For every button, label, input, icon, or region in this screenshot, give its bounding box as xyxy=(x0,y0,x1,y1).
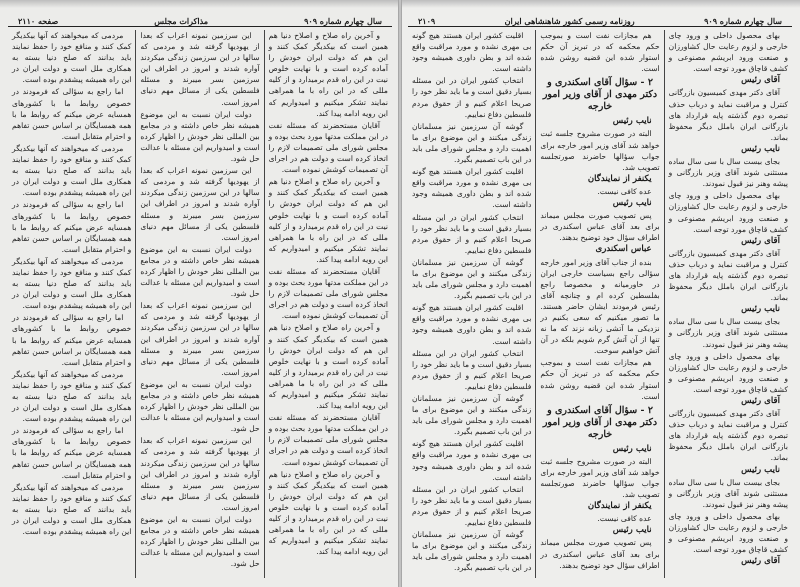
paragraph: اما راجع به سؤالی که فرمودند در خصوص روابط ما با کشورهای همسایه عرض میکنم که روابط ما با همه همسایگان بر اساس حسن تفاهم و احترام متقابل است. xyxy=(12,87,132,141)
paragraph: دولت ایران نسبت به این موضوع همیشه نظر خاص داشته و در مجامع بین المللی نظر خودش را اظهار کرده است و امیدواریم این مسئله با عدالت حل شود. xyxy=(140,244,260,299)
paragraph: انتخاب کشور ایران در این مسئله بسیار دقیق است و ما باید نظر خود را صریحا اعلام کنیم و از حقوق مردم فلسطین دفاع نماییم. xyxy=(412,348,532,391)
paragraph: مردمی که میخواهند که آنها بیکدیگر کمک کنند و منافع خود را حفظ نمایند باید بدانند که صلح دنیا بسته به همکاری ملل است و دولت ایران در این راه همیشه پیشقدم بوده است. xyxy=(12,482,132,537)
paragraph: البته در صورت مشروح جلسه ثبت خواهد شد آقای وزیر امور خارجه برای جواب سؤالها حاضرند صورتجلسه تصویب شد. xyxy=(540,129,660,172)
paragraph: مردمی که میخواهند که آنها بیکدیگر کمک کنند و منافع خود را حفظ نمایند باید بدانند که صلح دنیا بسته به همکاری ملل است و دولت ایران در این راه همیشه پیشقدم بوده است. xyxy=(12,31,132,85)
column-text xyxy=(269,30,388,557)
paragraph: عده کافی نیست. xyxy=(597,514,652,524)
paragraph: اقلیت کشور ایران هستند هیچ گونه بی مهری نشده و مورد مراقبت واقع شده اند و بطن داوری همیشه وجود داشته است. xyxy=(412,167,532,210)
paragraph: آقایان مستحضرند که مسئله نفت در این مملکت مدتها مورد بحث بوده و مجلس شورای ملی تصمیمات لازم را اتخاذ کرده است و دولت هم در اجرای آن تصمیمات کوشش نموده است. xyxy=(268,266,388,321)
paragraph: گوشه آن سرزمین نیز مسلمانان زندگی میکنند و این موضوع برای ما اهمیت دارد و مجلس شورای ملی باید در این باب تصمیم بگیرد. xyxy=(412,121,532,165)
paragraph: اقلیت کشور ایران هستند هیچ گونه بی مهری نشده و مورد مراقبت واقع شده اند و بطن داوری همیشه وجود داشته است. xyxy=(412,31,532,74)
paragraph: عده کافی نیست. xyxy=(597,186,652,196)
paragraph: پس تصویب صورت مجلس میماند برای بعد آقای عباس اسکندری در اطراف سؤال خود توضیح بدهند. xyxy=(540,211,660,243)
issue-label: سال چهارم شماره ۹۰۹ xyxy=(304,16,382,26)
paragraph: آقای دکتر مهدی کمیسیون بازرگانی کنترل و مراقبت نماید و درباب حذف تبصره دوم گذشته پایه قرارداد های بازرگانی ایران باملل دیگر محفوظ بماند. xyxy=(668,88,788,142)
speaker-name: نایب رئیس xyxy=(741,143,780,154)
paragraph: این سرزمین نمونه اعراب که بعدا از یهودیها گرفته شد و مردمی که سالها در این سرزمین زندگی میکردند آواره شدند و امروز در اطراف این سرزمین بسر میبرند و مسئله فلسطین یکی از مسائل مهم دنیای امروز است. xyxy=(140,436,260,512)
newspaper-title: روزنامه رسمی کشور شاهنشاهی ایران xyxy=(504,16,635,26)
text-column xyxy=(265,30,392,578)
paragraph: البته در صورت مشروح جلسه ثبت خواهد شد آقای وزیر امور خارجه برای جواب سؤالها حاضرند صورتجلسه تصویب شد. xyxy=(540,456,660,500)
paragraph: اما راجع به سؤالی که فرمودند در خصوص روابط ما با کشورهای همسایه عرض میکنم که روابط ما با همه همسایگان بر اساس حسن تفاهم و احترام متقابل است. xyxy=(12,313,132,367)
paragraph: اقلیت کشور ایران هستند هیچ گونه بی مهری نشده و مورد مراقبت واقع شده اند و بطن داوری همیشه وجود داشته است. xyxy=(412,439,532,482)
section-heading: ۲ - سؤال آقای اسکندری و دکتر مهدی از آقای وزیر امور خارجه xyxy=(542,404,658,440)
column-text xyxy=(669,30,788,567)
issue-label: سال چهارم شماره ۹۰۹ xyxy=(704,16,782,26)
speaker-name: آقای رئیس xyxy=(741,235,780,246)
paragraph: و آخرین راه صلاح و اصلاح دنیا هم همین است که بیکدیگر کمک کنند و این هم که دولت ایران خودش را آماده کرده است و با نهایت خلوص نیت در این راه قدم برمیدارد و از کلیه مللی که در این راه با ما همراهی نمایند تشکر میکنیم و امیدواریم که این رویه ادامه پیدا کند. xyxy=(268,31,388,118)
paragraph: هم مجازات نفت است و بموجب حکم محکمه که در تبریز آن حکم استوار شده این قضیه روشن شده است. xyxy=(540,358,660,401)
speaker-name: آقای رئیس xyxy=(741,75,780,86)
speaker-name: یکنفر از نمایندگان xyxy=(587,501,652,512)
left-page xyxy=(0,0,398,587)
speaker-name: یکنفر از نمایندگان xyxy=(587,173,652,184)
scan-shadow xyxy=(402,0,800,8)
paragraph: مردمی که میخواهند که آنها بیکدیگر کمک کنند و منافع خود را حفظ نمایند باید بدانند که صلح دنیا بسته به همکاری ملل است و دولت ایران در این راه همیشه پیشقدم بوده است. xyxy=(12,143,132,198)
right-page xyxy=(402,0,800,587)
page-number: ۲۱۰۹ xyxy=(418,16,436,26)
paragraph: آقایان مستحضرند که مسئله نفت در این مملکت مدتها مورد بحث بوده و مجلس شورای ملی تصمیمات لازم را اتخاذ کرده است و دولت هم در اجرای آن تصمیمات کوشش نموده است. xyxy=(268,120,388,175)
paragraph: اما راجع به سؤالی که فرمودند در خصوص روابط ما با کشورهای همسایه عرض میکنم که روابط ما با همه همسایگان بر اساس حسن تفاهم و احترام متقابل است. xyxy=(12,200,132,254)
speaker-name: نایب رئیس xyxy=(612,525,652,536)
text-column xyxy=(536,30,664,578)
speaker-name: نایب رئیس xyxy=(612,443,652,454)
paragraph: دولت ایران نسبت به این موضوع همیشه نظر خاص داشته و در مجامع بین المللی نظر خودش را اظهار کرده است و امیدواریم این مسئله با عدالت حل شود. xyxy=(140,515,260,569)
page-number: صفحه ۲۱۱۰ xyxy=(18,16,59,26)
paragraph: بهای محصول داخلی و ورود چای خارجی و لزوم رعایت حال کشاورزان و صنعت ورود ابریشم مصنوعی و کشف قاچاق مورد توجه است. xyxy=(668,351,788,394)
text-column xyxy=(665,30,792,578)
paragraph: انتخاب کشور ایران در این مسئله بسیار دقیق است و ما باید نظر خود را صریحا اعلام کنیم و از حقوق مردم فلسطین دفاع نماییم. xyxy=(412,212,532,255)
column-text xyxy=(540,30,659,571)
paragraph: این سرزمین نمونه اعراب که بعدا از یهودیها گرفته شد و مردمی که سالها در این سرزمین زندگی میکردند آواره شدند و امروز در اطراف این سرزمین بسر میبرند و مسئله فلسطین یکی از مسائل مهم دنیای امروز است. xyxy=(140,301,260,377)
section-title: مذاکرات مجلس xyxy=(154,16,209,26)
paragraph: انتخاب کشور ایران در این مسئله بسیار دقیق است و ما باید نظر خود را صریحا اعلام کنیم و از حقوق مردم فلسطین دفاع نماییم. xyxy=(412,484,532,528)
scan-shadow xyxy=(0,0,398,8)
paragraph: و آخرین راه صلاح و اصلاح دنیا هم همین است که بیکدیگر کمک کنند و این هم که دولت ایران خودش را آماده کرده است و با نهایت خلوص نیت در این راه قدم برمیدارد و از کلیه مللی که در این راه با ما همراهی نمایند تشکر میکنیم و امیدواریم که این رویه ادامه پیدا کند. xyxy=(268,323,388,411)
speaker-name: عباس اسکندری xyxy=(595,244,652,255)
column-text xyxy=(12,30,131,537)
paragraph: انتخاب کشور ایران در این مسئله بسیار دقیق است و ما باید نظر خود را صریحا اعلام کنیم و از حقوق مردم فلسطین دفاع نماییم. xyxy=(412,76,532,119)
paragraph: و آخرین راه صلاح و اصلاح دنیا هم همین است که بیکدیگر کمک کنند و این هم که دولت ایران خودش را آماده کرده است و با نهایت خلوص نیت در این راه قدم برمیدارد و از کلیه مللی که در این راه با ما همراهی نمایند تشکر میکنیم و امیدواریم که این رویه ادامه پیدا کند. xyxy=(268,469,388,557)
speaker-name: نایب رئیس xyxy=(612,198,652,209)
column-text xyxy=(140,30,259,570)
paragraph: آقای دکتر مهدی کمیسیون بازرگانی کنترل و مراقبت نماید و درباب حذف تبصره دوم گذشته پایه قرارداد های بازرگانی ایران باملل دیگر محفوظ بماند. xyxy=(668,248,788,303)
paragraph: دولت ایران نسبت به این موضوع همیشه نظر خاص داشته و در مجامع بین المللی نظر خودش را اظهار کرده است و امیدواریم این مسئله با عدالت حل شود. xyxy=(140,109,260,164)
text-column xyxy=(408,30,536,578)
paragraph: گوشه آن سرزمین نیز مسلمانان زندگی میکنند و این موضوع برای ما اهمیت دارد و مجلس شورای ملی باید در این باب تصمیم بگیرد. xyxy=(412,530,532,573)
paragraph: اما راجع به سؤالی که فرمودند در خصوص روابط ما با کشورهای همسایه عرض میکنم که روابط ما با همه همسایگان بر اساس حسن تفاهم و احترام متقابل است. xyxy=(12,426,132,480)
paragraph: مردمی که میخواهند که آنها بیکدیگر کمک کنند و منافع خود را حفظ نمایند باید بدانند که صلح دنیا بسته به همکاری ملل است و دولت ایران در این راه همیشه پیشقدم بوده است. xyxy=(12,369,132,424)
paragraph: آقایان مستحضرند که مسئله نفت در این مملکت مدتها مورد بحث بوده و مجلس شورای ملی تصمیمات لازم را اتخاذ کرده است و دولت هم در اجرای آن تصمیمات کوشش نموده است. xyxy=(268,413,388,467)
paragraph: این سرزمین نمونه اعراب که بعدا از یهودیها گرفته شد و مردمی که سالها در این سرزمین زندگی میکردند آواره شدند و امروز در اطراف این سرزمین بسر میبرند و مسئله فلسطین یکی از مسائل مهم دنیای امروز است. xyxy=(140,166,260,242)
paragraph: مردمی که میخواهند که آنها بیکدیگر کمک کنند و منافع خود را حفظ نمایند باید بدانند که صلح دنیا بسته به همکاری ملل است و دولت ایران در این راه همیشه پیشقدم بوده است. xyxy=(12,256,132,311)
left-page-header xyxy=(8,14,392,27)
paragraph: بجای بیست سال با سی سال ساده مستثنی شوند آقای وزیر بازرگانی و پیشه وهنر نیز قبول نمودند. xyxy=(668,477,788,509)
paragraph: و آخرین راه صلاح و اصلاح دنیا هم همین است که بیکدیگر کمک کنند و این هم که دولت ایران خودش را آماده کرده است و با نهایت خلوص نیت در این راه قدم برمیدارد و از کلیه مللی که در این راه با ما همراهی نمایند تشکر میکنیم و امیدواریم که این رویه ادامه پیدا کند. xyxy=(268,177,388,264)
paragraph: اقلیت کشور ایران هستند هیچ گونه بی مهری نشده و مورد مراقبت واقع شده اند و بطن داوری همیشه وجود داشته است. xyxy=(412,303,532,346)
text-column xyxy=(136,30,264,578)
speaker-name: آقای رئیس xyxy=(741,556,780,567)
paragraph: دولت ایران نسبت به این موضوع همیشه نظر خاص داشته و در مجامع بین المللی نظر خودش را اظهار کرده است و امیدواریم این مسئله با عدالت حل شود. xyxy=(140,379,260,434)
right-page-columns xyxy=(408,30,792,578)
right-page-header xyxy=(408,14,792,27)
paragraph: پس تصویب صورت مجلس میماند برای بعد آقای عباس اسکندری در اطراف سؤال خود توضیح بدهند. xyxy=(540,538,660,570)
speaker-name: نایب رئیس xyxy=(741,464,780,475)
left-page-columns xyxy=(8,30,392,578)
paragraph: بهای محصول داخلی و ورود چای خارجی و لزوم رعایت حال کشاورزان و صنعت ورود ابریشم مصنوعی و کشف قاچاق مورد توجه است. xyxy=(668,191,788,234)
paragraph: بجای بیست سال با سی سال ساده مستثنی شوند آقای وزیر بازرگانی و پیشه وهنر نیز قبول نمودند. xyxy=(668,157,788,189)
text-column xyxy=(8,30,136,578)
paragraph: بجای بیست سال با سی سال ساده مستثنی شوند آقای وزیر بازرگانی و پیشه وهنر نیز قبول نمودند. xyxy=(668,317,788,349)
paragraph: گوشه آن سرزمین نیز مسلمانان زندگی میکنند و این موضوع برای ما اهمیت دارد و مجلس شورای ملی باید در این باب تصمیم بگیرد. xyxy=(412,257,532,301)
paragraph: آقای دکتر مهدی کمیسیون بازرگانی کنترل و مراقبت نماید و درباب حذف تبصره دوم گذشته پایه قرارداد های بازرگانی ایران باملل دیگر محفوظ بماند. xyxy=(668,409,788,463)
paragraph: بنده از جناب آقای وزیر امور خارجه سؤالی راجع بسیاست خارجی ایران در خاورمیانه و مخصوصا راجع بفلسطین کرده ام و چنانچه آقای رئیس فرمودند ایشان حاضر هستند. ما تصور میکنیم که سعی بکنیم در نزدیکی ما آتشی زبانه نزند که ما نه تنها از آن آتش گرم شویم بلکه در آن آتش خواهیم سوخت. xyxy=(540,257,660,356)
paragraph: گوشه آن سرزمین نیز مسلمانان زندگی میکنند و این موضوع برای ما اهمیت دارد و مجلس شورای ملی باید در این باب تصمیم بگیرد. xyxy=(412,394,532,437)
speaker-name: آقای رئیس xyxy=(741,396,780,406)
paragraph: این سرزمین نمونه اعراب که بعدا از یهودیها گرفته شد و مردمی که سالها در این سرزمین زندگی میکردند آواره شدند و امروز در اطراف این سرزمین بسر میبرند و مسئله فلسطین یکی از مسائل مهم دنیای امروز است. xyxy=(140,31,260,107)
speaker-name: نایب رئیس xyxy=(741,304,780,315)
section-heading: ۲ - سؤال آقای اسکندری و دکتر مهدی از آقای وزیر امور خارجه xyxy=(542,77,658,113)
paragraph: هم مجازات نفت است و بموجب حکم محکمه که در تبریز آن حکم استوار شده این قضیه روشن شده است. xyxy=(540,31,660,74)
paragraph: بهای محصول داخلی و ورود چای خارجی و لزوم رعایت حال کشاورزان و صنعت ورود ابریشم مصنوعی و کشف قاچاق مورد توجه است. xyxy=(668,511,788,555)
column-text xyxy=(412,30,531,574)
paragraph: بهای محصول داخلی و ورود چای خارجی و لزوم رعایت حال کشاورزان و صنعت ورود ابریشم مصنوعی و کشف قاچاق مورد توجه است. xyxy=(668,31,788,74)
speaker-name: نایب رئیس xyxy=(612,116,652,127)
